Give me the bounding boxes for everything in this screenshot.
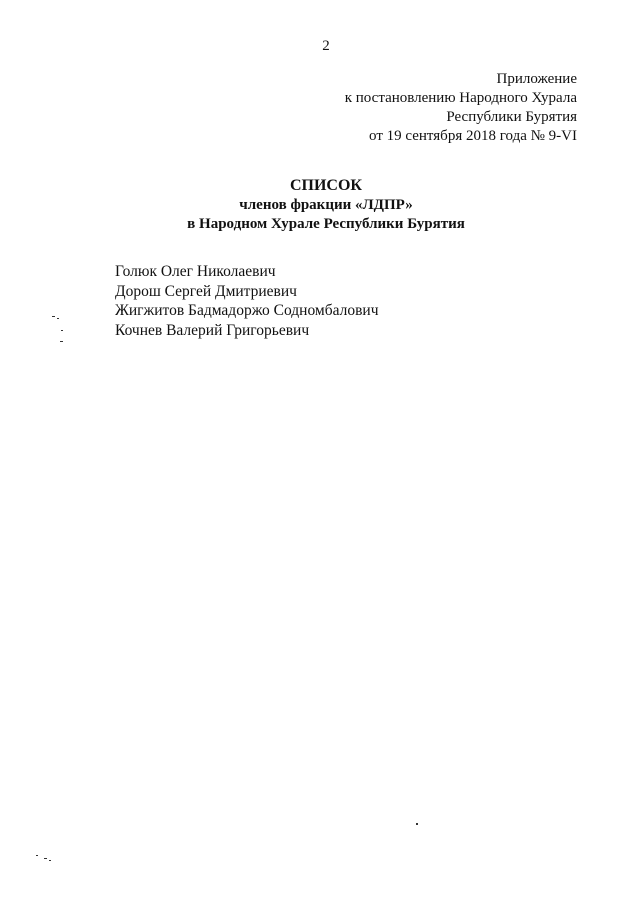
list-item: Дорош Сергей Дмитриевич — [115, 282, 297, 300]
appendix-block — [345, 70, 577, 146]
scan-speck — [36, 855, 38, 856]
list-item: Жигжитов Бадмадоржо Содномбалович — [115, 302, 379, 319]
scan-speck — [52, 316, 55, 317]
page-number: 2 — [322, 38, 330, 54]
scan-speck — [49, 860, 51, 861]
title-block — [0, 175, 639, 234]
scan-speck — [57, 318, 59, 319]
document-title: СПИСОК — [289, 177, 363, 194]
scan-speck — [60, 341, 63, 342]
appendix-resolution-ref: к постановлению Народного Хурала — [344, 90, 577, 106]
list-item: Голюк Олег Николаевич — [115, 263, 276, 280]
members-list — [115, 262, 379, 340]
title-subline-khural: в Народном Хурале Республики Бурятия — [187, 216, 465, 232]
scan-speck — [61, 330, 63, 331]
title-subline-faction: членов фракции «ЛДПР» — [239, 197, 413, 213]
list-item: Кочнев Валерий Григорьевич — [115, 321, 310, 339]
appendix-date-number: от 19 сентября 2018 года № 9-VI — [369, 128, 577, 144]
scan-speck — [416, 823, 418, 825]
appendix-republic: Республики Бурятия — [446, 109, 577, 125]
appendix-label: Приложение — [496, 71, 577, 87]
scan-speck — [44, 858, 47, 859]
